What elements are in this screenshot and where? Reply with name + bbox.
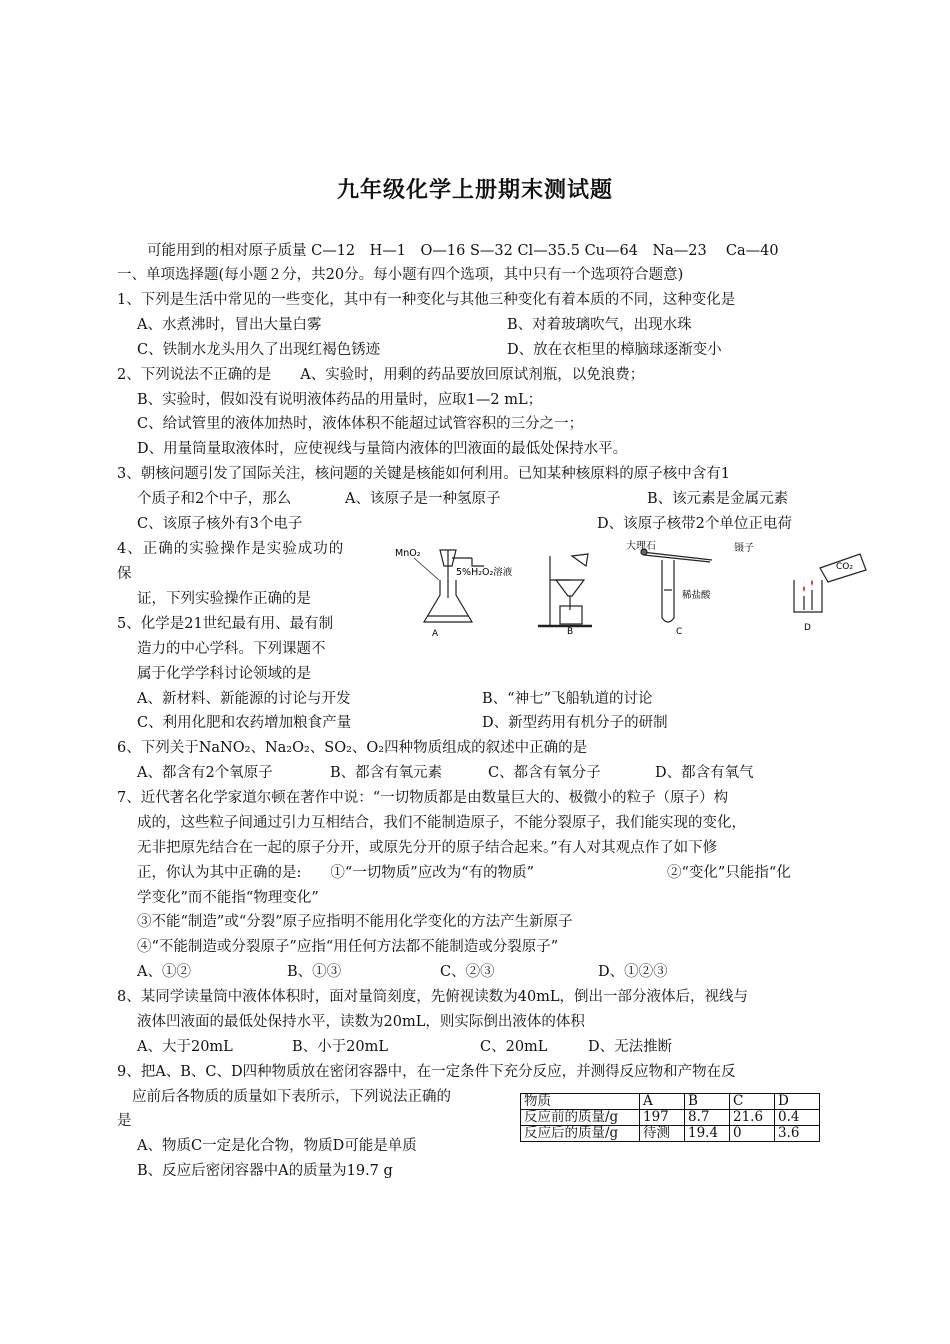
q7-line7: ④“不能制造或分裂原子”应指“用任何方法都不能制造或分裂原子” — [137, 939, 559, 955]
q3-option-d: D、该原子核带2个单位正电荷 — [597, 516, 792, 532]
q4-stem-line2: 保 — [117, 566, 132, 582]
label-mno2: MnO₂ — [395, 548, 421, 559]
q3-option-c: C、该原子核外有3个电子 — [137, 516, 303, 532]
q2-option-d: D、用量筒量取液体时，应使视线与量筒内液体的凹液面的最低处保持水平。 — [137, 441, 628, 457]
table-header-cell: C — [730, 1094, 775, 1110]
q7-option-c: C、②③ — [440, 964, 495, 980]
q3-stem-line1: 3、朝核问题引发了国际关注，核问题的关键是核能如何利用。已知某种核原料的原子核中含有1 — [117, 466, 730, 482]
q2-option-b: B、实验时，假如没有说明液体药品的用量时，应取1—2 mL； — [137, 392, 543, 408]
q5-option-c: C、利用化肥和农药增加粮食产量 — [137, 715, 352, 731]
label-a: A — [432, 629, 439, 639]
label-acid: 稀盐酸 — [682, 590, 711, 601]
q5-option-b: B、“神七”飞船轨道的讨论 — [482, 691, 653, 707]
q8-line1: 8、某同学读量筒中液体体积时，面对量筒刻度，先俯视读数为40mL，倒出一部分液体后，视线与 — [117, 989, 749, 1005]
q8-line2: 液体凹液面的最低处保持水平，读数为20mL，则实际倒出液体的体积 — [137, 1014, 585, 1030]
apparatus-c — [641, 549, 712, 622]
q7-option-d: D、①②③ — [598, 964, 668, 980]
table-row — [521, 1110, 820, 1126]
q1-stem: 1、下列是生活中常见的一些变化，其中有一种变化与其他三种变化有着本质的不同，这种变化是 — [117, 292, 736, 308]
table-header-cell: B — [685, 1094, 730, 1110]
q6-option-a: A、都含有2个氧原子 — [137, 765, 273, 781]
label-d: D — [804, 623, 811, 633]
q1-option-b: B、对着玻璃吹气，出现水珠 — [507, 317, 692, 333]
table-cell: 21.6 — [730, 1110, 775, 1126]
apparatus-d — [794, 554, 866, 612]
q9-line3: 是 — [117, 1113, 132, 1129]
q8-option-c: C、20mL — [480, 1039, 548, 1055]
q7-line4a: 正，你认为其中正确的是: ①“一切物质”应改为“有的物质” — [137, 865, 535, 881]
table-cell: 0 — [730, 1126, 775, 1142]
table-header-row — [521, 1094, 820, 1110]
q2-option-c: C、给试管里的液体加热时，液体体积不能超过试管容积的三分之一； — [137, 416, 584, 432]
table-cell: 0.4 — [775, 1110, 820, 1126]
table-header-cell: A — [640, 1094, 685, 1110]
q9-option-b: B、反应后密闭容器中A的质量为19.7 g — [137, 1163, 393, 1179]
q7-option-a: A、①② — [137, 964, 191, 980]
q9-line1: 9、把A、B、C、D四种物质放在密闭容器中，在一定条件下充分反应，并测得反应物和产物在反 — [117, 1064, 736, 1080]
q7-line4b: ②“变化”只能指“化 — [667, 865, 791, 881]
q1-option-d: D、放在衣柜里的樟脑球逐渐变小 — [507, 342, 722, 358]
q7-line3: 无非把原先结合在一起的原子分开，或原先分开的原子结合起来。”有人对其观点作了如下修 — [137, 840, 718, 856]
table-header-cell: 物质 — [521, 1094, 640, 1110]
q9-option-a: A、物质C一定是化合物，物质D可能是单质 — [137, 1138, 417, 1154]
table-cell: 8.7 — [685, 1110, 730, 1126]
label-b: B — [567, 627, 574, 637]
q4-stem-line3: 证，下列实验操作正确的是 — [137, 591, 311, 607]
q4-stem-line1: 4、正确的实验操作是实验成功的 — [117, 541, 345, 557]
table-cell: 待测 — [640, 1126, 685, 1142]
q5-option-d: D、新型药用有机分子的研制 — [482, 715, 668, 731]
q5-stem-line2: 造力的中心学科。下列课题不 — [137, 641, 326, 657]
atomic-masses: 可能用到的相对原子质量 C—12 H—1 O—16 S—32 Cl—35.5 Cu—64 Na—23 Ca—40 — [147, 243, 779, 259]
label-h2o2: 5%H₂O₂溶液 — [456, 567, 513, 578]
table-row — [521, 1126, 820, 1142]
label-marble: 大理石 — [626, 541, 656, 552]
q8-option-d: D、无法推断 — [588, 1039, 673, 1055]
q3-option-a: A、该原子是一种氢原子 — [345, 491, 501, 507]
q7-line1: 7、近代著名化学家道尔顿在著作中说：“一切物质都是由数量巨大的、极微小的粒子（原子）构 — [117, 790, 729, 806]
q8-option-a: A、大于20mL — [137, 1039, 233, 1055]
label-tweezers: 镊子 — [734, 543, 754, 554]
q3-stem-line2: 个质子和2个中子，那么 — [137, 491, 292, 507]
table-cell: 反应前的质量/g — [521, 1110, 640, 1126]
q1-option-c: C、铁制水龙头用久了出现红褐色锈迹 — [137, 342, 381, 358]
q5-stem-line1: 5、化学是21世纪最有用、最有制 — [117, 616, 334, 632]
table-cell: 197 — [640, 1110, 685, 1126]
mass-table — [520, 1093, 820, 1142]
label-co2: CO₂ — [836, 562, 853, 572]
q7-line2: 成的，这些粒子间通过引力互相结合，我们不能制造原子，不能分裂原子，我们能实现的变化， — [137, 815, 746, 831]
table-cell: 3.6 — [775, 1126, 820, 1142]
q1-option-a: A、水煮沸时，冒出大量白雾 — [137, 317, 322, 333]
experiment-figure — [392, 540, 882, 640]
q7-line6: ③不能“制造”或“分裂”原子应指明不能用化学变化的方法产生新原子 — [137, 914, 573, 930]
q6-stem: 6、下列关于NaNO₂、Na₂O₂、SO₂、O₂四种物质组成的叙述中正确的是 — [117, 740, 588, 756]
q8-option-b: B、小于20mL — [292, 1039, 388, 1055]
label-c: C — [676, 627, 683, 637]
table-cell: 反应后的质量/g — [521, 1126, 640, 1142]
q5-stem-line3: 属于化学学科讨论领域的是 — [137, 666, 311, 682]
q7-option-b: B、①③ — [287, 964, 342, 980]
q6-option-c: C、都含有氧分子 — [488, 765, 601, 781]
q5-option-a: A、新材料、新能源的讨论与开发 — [137, 691, 351, 707]
apparatus-b — [538, 554, 592, 626]
apparatus-a — [414, 550, 484, 622]
q3-option-b: B、该元素是金属元素 — [647, 491, 789, 507]
q6-option-d: D、都含有氧气 — [655, 765, 754, 781]
section1-header: 一、单项选择题(每小题２分，共20分。每小题有四个选项，其中只有一个选项符合题意) — [117, 267, 684, 283]
table-header-cell: D — [775, 1094, 820, 1110]
q7-line5: 学变化”而不能指“物理变化” — [137, 890, 319, 906]
q9-line2: 应前后各物质的质量如下表所示，下列说法正确的 — [132, 1089, 451, 1105]
page-title: 九年级化学上册期末测试题 — [336, 178, 613, 203]
table-cell: 19.4 — [685, 1126, 730, 1142]
q6-option-b: B、都含有氧元素 — [330, 765, 443, 781]
q2-stem: 2、下列说法不正确的是 A、实验时，用剩的药品要放回原试剂瓶，以免浪费； — [117, 367, 645, 383]
